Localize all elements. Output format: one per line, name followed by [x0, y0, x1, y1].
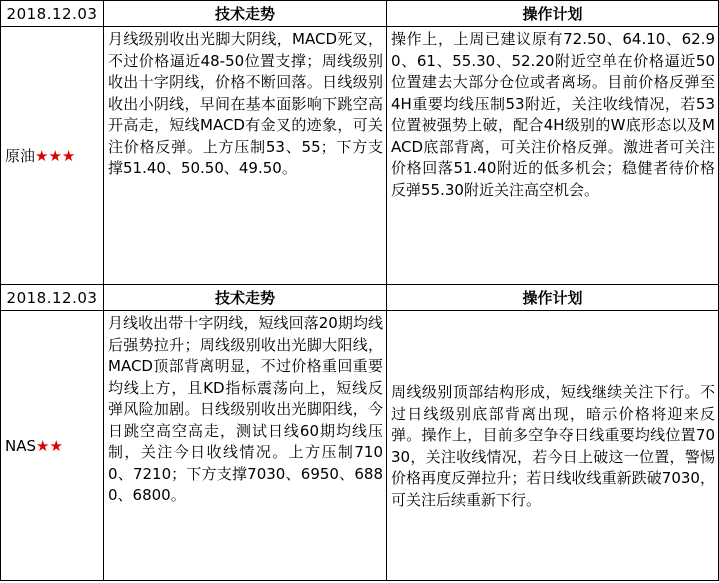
instrument-row-nas [1, 311, 719, 581]
date-cell: 2018.12.03 [1, 1, 104, 27]
instrument-cell [1, 27, 104, 285]
instrument-name: NAS [5, 436, 37, 455]
rating-stars: ★★★ [35, 147, 76, 165]
technical-header: 技术走势 [104, 285, 387, 311]
rating-stars: ★★ [36, 436, 63, 455]
instrument-name: 原油 [5, 147, 36, 165]
date-cell: 2018.12.03 [1, 285, 104, 311]
operation-plan-text: 周线级别顶部结构形成，短线继续关注下行。不过日线级别底部背离出现，暗示价格将迎来反弹。操作上，目前多空争夺日线重要均线位置7030，关注收线情况，若今日上破这一位置，警惕价格再度反弹拉升；若日线收线重新跌破7030，可关注后续重新下行。 [387, 311, 719, 581]
plan-header: 操作计划 [387, 285, 719, 311]
instrument-cell [1, 311, 104, 581]
operation-plan-text: 操作上，上周已建议原有72.50、64.10、62.90、61、55.30、52.20附近空单在价格逼近50位置建去大部分仓位或者离场。目前价格反弹至4H重要均线压制53附近，关注收线情况，若53位置被强势上破，配合4H级别的W底形态以及MACD底部背离，可关注价格反弹。激进者可关注价格回落51.40附近的低多机会；稳健者待价格反弹55.30附近关注高空机会。 [387, 27, 719, 285]
instrument-row-crude-oil [1, 27, 719, 285]
technical-analysis-text: 月线收出带十字阴线，短线回落20期均线后强势拉升；周线级别收出光脚大阳线，MACD顶部背离明显，不过价格重回重要均线上方，且KD指标震荡向上，短线反弹风险加剧。日线级别收出光脚阳线，今日跳空高空高走，测试日线60期均线压制，关注今日收线情况。上方压制7100、7210；下方支撑7030、6950、6880、6800。 [104, 311, 387, 581]
technical-analysis-text: 月线级别收出光脚大阴线，MACD死叉，不过价格逼近48-50位置支撑；周线级别收出十字阴线，价格不断回落。日线级别收出小阴线，早间在基本面影响下跳空高开高走，短线MACD有金叉的迹象，可关注价格反弹。上方压制53、55；下方支撑51.40、50.50、49.50。 [104, 27, 387, 285]
technical-header: 技术走势 [104, 1, 387, 27]
section-header-row [1, 285, 719, 311]
section-header-row [1, 1, 719, 27]
plan-header: 操作计划 [387, 1, 719, 27]
